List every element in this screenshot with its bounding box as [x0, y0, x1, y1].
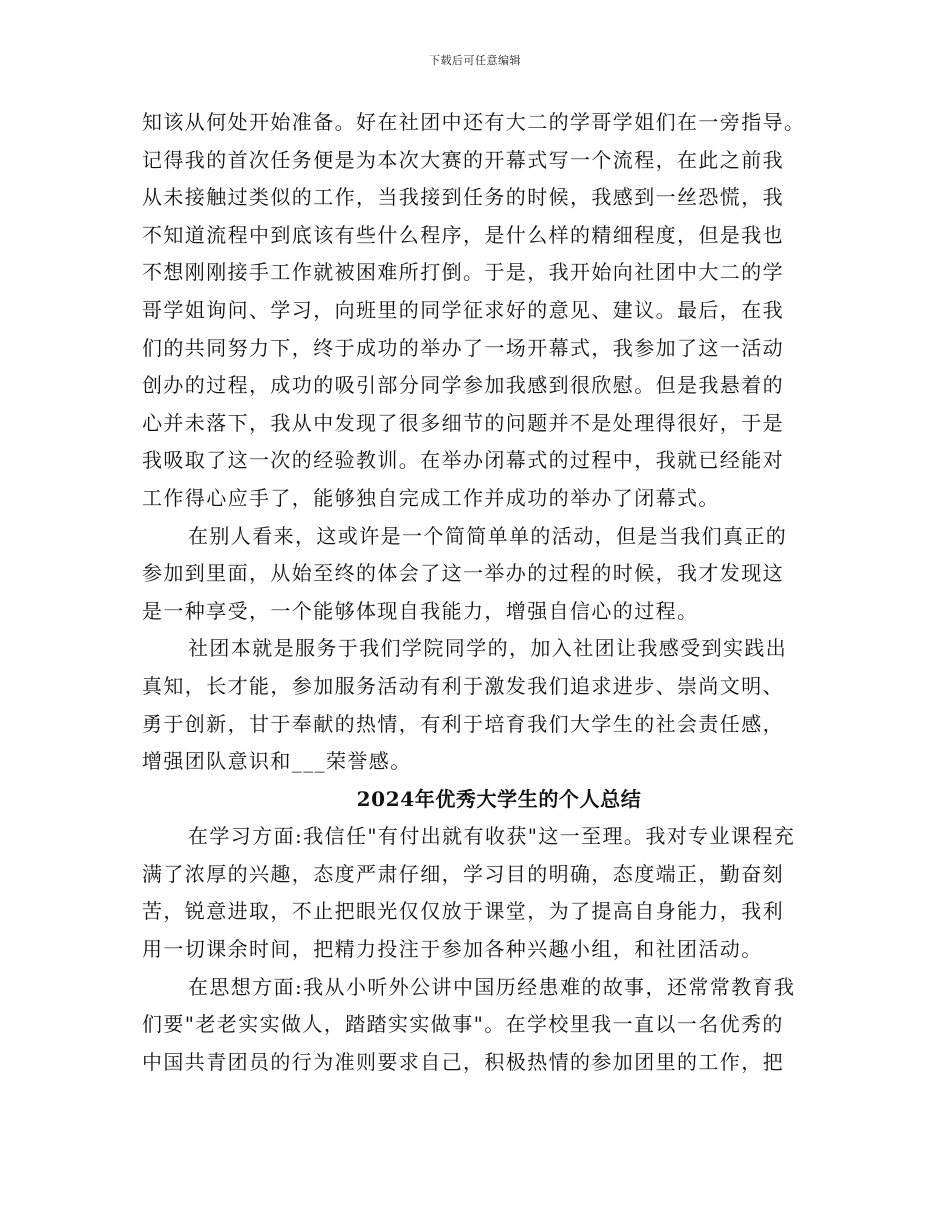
- text-line: 真知，长才能，参加服务活动有利于激发我们追求进步、崇尚文明、: [142, 673, 784, 698]
- text-line: 不想刚刚接手工作就被困难所打倒。于是，我开始向社团中大二的学: [142, 260, 784, 285]
- text-line: 社团本就是服务于我们学院同学的，加入社团让我感受到实践出: [188, 636, 788, 661]
- text-line: 们的共同努力下，终于成功的举办了一场开幕式，我参加了这一活动: [142, 335, 784, 360]
- text-line: 在思想方面:我从小听外公讲中国历经患难的故事，还常常教育我: [188, 974, 796, 999]
- page-header: 下载后可任意编辑: [429, 54, 521, 67]
- text-line: 们要"老老实实做人，踏踏实实做事"。在学校里我一直以一名优秀的: [142, 1012, 784, 1037]
- text-line: 创办的过程，成功的吸引部分同学参加我感到很欣慰。但是我悬着的: [142, 373, 784, 398]
- text-line: 苦，锐意进取，不止把眼光仅仅放于课堂，为了提高自身能力，我利: [142, 899, 784, 924]
- text-line: 不知道流程中到底该有些什么程序，是什么样的精细程度，但是我也: [142, 222, 784, 247]
- text-line: 从未接触过类似的工作，当我接到任务的时候，我感到一丝恐慌，我: [142, 185, 784, 210]
- text-line: 工作得心应手了，能够独自完成工作并成功的举办了闭幕式。: [142, 485, 720, 510]
- text-line: 记得我的首次任务便是为本次大赛的开幕式写一个流程，在此之前我: [142, 147, 784, 172]
- text-line: 用一切课余时间，把精力投注于参加各种兴趣小组，和社团活动。: [142, 937, 763, 962]
- text-line: 知该从何处开始准备。好在社团中还有大二的学哥学姐们在一旁指导。: [142, 110, 806, 134]
- text-line: 勇于创新，甘于奉献的热情，有利于培育我们大学生的社会责任感，: [142, 711, 784, 736]
- text-line: 心并未落下，我从中发现了很多细节的问题并不是处理得很好，于是: [142, 410, 784, 435]
- text-line: 中国共青团员的行为准则要求自己，积极热情的参加团里的工作，把: [142, 1049, 784, 1074]
- text-line: 在学习方面:我信任"有付出就有收获"这一至理。我对专业课程充: [188, 824, 796, 849]
- text-line: 参加到里面，从始至终的体会了这一举办的过程的时候，我才发现这: [142, 561, 784, 586]
- text-line: 我吸取了这一次的经验教训。在举办闭幕式的过程中，我就已经能对: [142, 448, 784, 473]
- text-line: 是一种享受，一个能够体现自我能力，增强自信心的过程。: [142, 598, 699, 623]
- document-body: [142, 104, 832, 1081]
- section-heading: 2024年优秀大学生的个人总结: [356, 786, 642, 811]
- text-line: 满了浓厚的兴趣，态度严肃仔细，学习目的明确，态度端正，勤奋刻: [142, 861, 784, 886]
- text-line: 增强团队意识和___荣誉感。: [142, 749, 412, 774]
- text-line: 哥学姐询问、学习，向班里的同学征求好的意见、建议。最后，在我: [142, 297, 784, 322]
- text-line: 在别人看来，这或许是一个简简单单的活动，但是当我们真正的: [188, 523, 788, 548]
